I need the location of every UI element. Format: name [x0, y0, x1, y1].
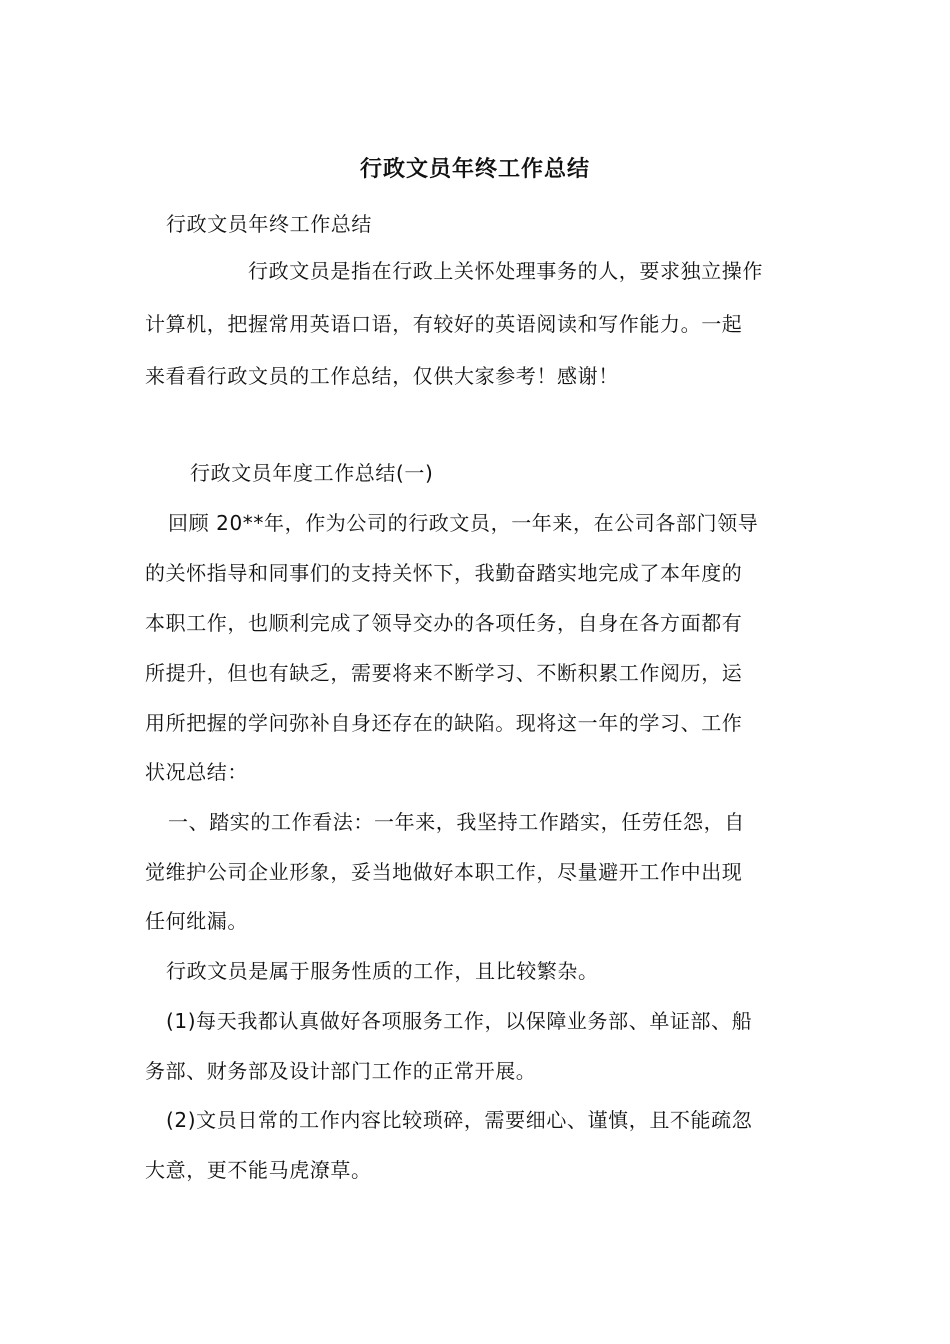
review-line: 本职工作，也顺利完成了领导交办的各项任务，自身在各方面都有: [145, 611, 743, 635]
review-line: 的关怀指导和同事们的支持关怀下，我勤奋踏实地完成了本年度的: [145, 561, 743, 585]
intro-line: 行政文员是指在行政上关怀处理事务的人，要求独立操作: [248, 259, 763, 283]
review-line: 用所把握的学问弥补自身还存在的缺陷。现将这一年的学习、工作: [145, 711, 743, 735]
service-paragraph: 行政文员是属于服务性质的工作，且比较繁杂。: [166, 959, 599, 983]
review-line: 回顾 20**年，作为公司的行政文员，一年来，在公司各部门领导: [168, 511, 759, 535]
point-line: 觉维护公司企业形象，妥当地做好本职工作，尽量避开工作中出现: [145, 860, 743, 884]
review-line: 状况总结：: [145, 760, 248, 784]
item-line: (1)每天我都认真做好各项服务工作，以保障业务部、单证部、船: [166, 1009, 753, 1033]
document-title: 行政文员年终工作总结: [359, 157, 590, 182]
item-line: 大意，更不能马虎潦草。: [145, 1158, 372, 1182]
item-line: (2)文员日常的工作内容比较琐碎，需要细心、谨慎，且不能疏忽: [166, 1108, 753, 1132]
section-heading: 行政文员年度工作总结(一): [190, 461, 434, 485]
review-line: 所提升，但也有缺乏，需要将来不断学习、不断积累工作阅历，运: [145, 661, 743, 685]
intro-line: 来看看行政文员的工作总结，仅供大家参考！感谢！: [145, 364, 619, 388]
intro-line: 计算机，把握常用英语口语，有较好的英语阅读和写作能力。一起: [145, 312, 743, 336]
document-subtitle: 行政文员年终工作总结: [166, 212, 372, 236]
item-line: 务部、财务部及设计部门工作的正常开展。: [145, 1059, 537, 1083]
point-line: 任何纰漏。: [145, 909, 248, 933]
point-line: 一、踏实的工作看法：一年来，我坚持工作踏实，任劳任怨，自: [168, 810, 745, 834]
